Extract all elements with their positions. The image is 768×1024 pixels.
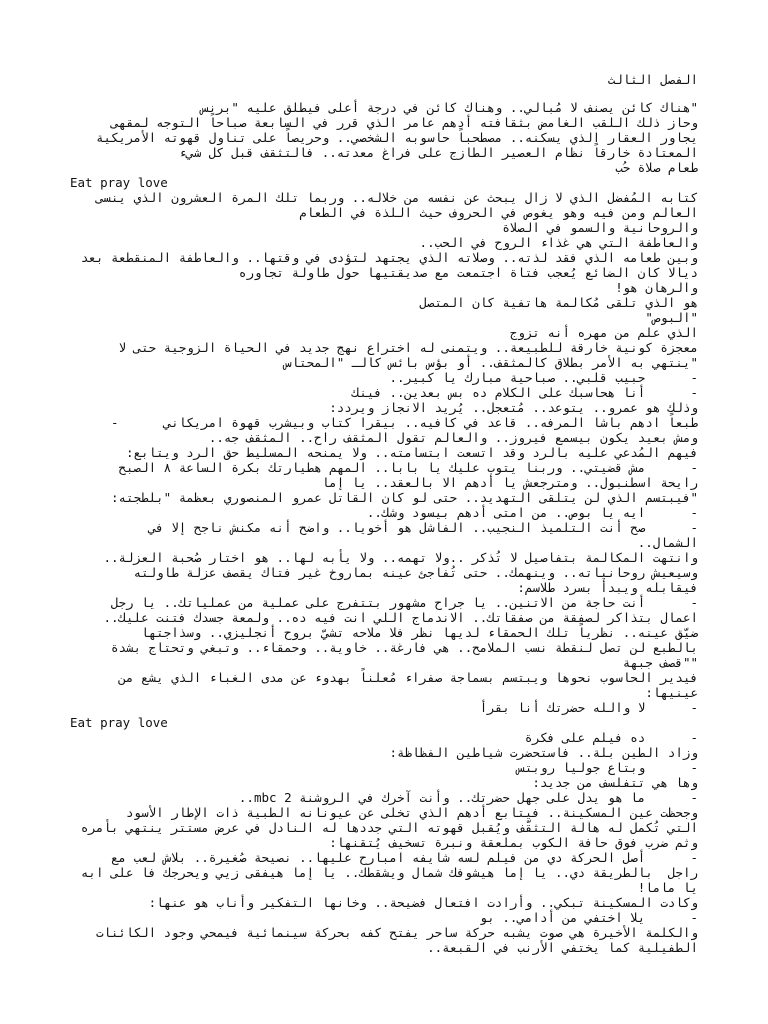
text-line: رايحة اسطنبول.. ومترجعش يا أدهم الا بالعقد.. يا إما (321, 475, 698, 490)
dialogue-line: - ده فيلم على فكرة (524, 730, 698, 745)
dialogue-line: - صح أنت التلميذ النجيب.. الفاشل هو أخويا.. واضح أنه مكنش ناجح إلا في (148, 520, 698, 535)
dialogue-line: - ايه يا بوص.. من امتى أدهم بيسود وشك.. (366, 505, 698, 520)
text-line: فيدير الحاسوب نحوها ويبتسم بسماجة صفراء مُعلناً بهدوء عن مدى الغباء الذي يشع من (118, 670, 698, 685)
text-line: "البوص" (645, 310, 698, 325)
dialogue-line: - لا والله حضرتك أنا بقرأ (479, 700, 698, 715)
dialogue-line: - ما هو يدل على جهل حضرتك.. وأنت آخرك في الروشنة mbc 2.. (238, 790, 698, 805)
text-line: وانتهت المكالمة بتفاصيل لا تُذكر ..ولا تهمه.. ولا يأبه لها.. هو اختار صُحبة العزلة.. (103, 550, 698, 565)
text-line: المعتادة خارقاً نظام العصير الطازج على فراغ معدته.. فالتثقف قبل كل شيء (178, 145, 698, 160)
text-line: وحاز ذلك اللقب الغامض بثقافته أدهم عامر الذي قرر في السابعة صباحاً التوجه لمقهى (111, 115, 698, 130)
text-line: عينيها: (645, 685, 698, 700)
text-line: الطفيلية كما يختفي الأرنب في القبعة.. (427, 940, 698, 955)
text-line: راجل بالطريقة دي.. يا إما هيشوفك شمال ويشقطك.. يا إما هيفقى زيي ويحرجك فا على ابه (80, 865, 698, 880)
dialogue-line: - أصل الحركة دي من فيلم لسه شايفه امبارح عليها.. نصيحة صُغيرة.. بلاش لعب مع (111, 850, 698, 865)
dialogue-line: - أنا هحاسبك على الكلام ده بس بعدين.. فينك (351, 385, 698, 400)
text-line: "فيبتسم الذي لن يتلقى التهديد.. حتى لو كان القاتل عمرو المنصوري بعظمة "بلطجته: (111, 490, 698, 505)
chapter-title: الفصل الثالث (607, 72, 698, 87)
text-line: كتابه المُفضل الذي لا زال يبحث عن نفسه من خلاله.. وربما تلك المرة العشرون الذي ينسى (95, 190, 698, 205)
dialogue-line: - حبيب قلبي.. صباحية مبارك يا كبير.. (389, 370, 698, 385)
text-line: التي تُكمل له هالة التثقّف ويُقبل قهوته التي جددها له النادل في عرض مستتر ينتهي بأمره (80, 820, 698, 835)
text-line: وذلك هو عمرو.. يتوعد.. مُتعجل.. يُريد الانجاز ويردد: (329, 400, 698, 415)
dialogue-line: - وبتاع جوليا روبتس (517, 760, 698, 775)
text-line: وسيعيش روحانياته.. وينهمك.. حتى تُفاجئ عينه بماروخ غير فتاك يقصف عزلة طاولته (133, 565, 698, 580)
text-line: ديالا كان الضائع يُعجب فتاة اجتمعت مع صديقتيها حول طاولة تجاوره (238, 265, 698, 280)
text-line: وها هي تتفلسف من جديد: (532, 775, 698, 790)
dialogue-line: - مش قضيتي.. وربنا يتوب عليك يا بابا.. المهم هطيارتك بكرة الساعة ٨ الصبح (118, 460, 698, 475)
text-line: ""قصف جبهة (622, 655, 698, 670)
text-line: بالطبع لن تصل لنقطة نسب الملامح.. هي فارغة.. خاوية.. وحمقاء.. وتبغي وتحتاج بشدة (111, 640, 698, 655)
text-line: Eat pray love (70, 715, 168, 730)
text-line: طعام صلاة حُب (615, 160, 698, 175)
text-line: العالم ومن فيه وهو يغوص في الحروف حيث اللذة في الطعام (299, 205, 698, 220)
text-line: وبين طعامه الذي فقد لذته.. وصلاته الذي يجتهد لتؤدى في وقتها.. والعاطفة المنقطعة بعد (80, 250, 698, 265)
text-line: والعاطفة التي هي غذاء الروح في الحب.. (419, 235, 698, 250)
text-line: اعمال بتذاكر لصفقة من صفقاتك.. الاندماج اللي انت فيه ده.. ولمعة جسدك فتنت عليك.. (103, 610, 698, 625)
text-line: وجحظت عين المسكينة.. فيتابع أدهم الذي تخلى عن عيونانه الطبية ذات الإطار الأسود (126, 805, 698, 820)
dialogue-line: - يلا اختفي من أدامي.. بو (479, 910, 698, 925)
text-line: وثم ضرب فوق حافة الكوب بملعقة ونبرة تسخيف يُتقنها: (329, 835, 698, 850)
text-line: هو الذي تلقى مُكالمة هاتفية كان المتصل (419, 295, 698, 310)
text-line: ومش بعيد يكون بيسمع فيروز.. والعالم تقول المثقف راح.. المثقف جه.. (208, 430, 698, 445)
text-line: يجاور العقار الذي يسكنه.. مصطحباً حاسوبه الشخصي.. وحريصاً على تناول قهوته الأمريكية (95, 130, 698, 145)
text-line: يا ماما! (637, 880, 698, 895)
text-line: وزاد الطين بلة.. فاستحضرت شياطين الفظاظة: (389, 745, 698, 760)
text-line: ضيّق عينه.. نظرياً تلك الحمقاء لديها نظر فلا ملاحه تشيّ بروح أنجليزي.. وسذاجتها (141, 625, 698, 640)
text-line: والرهان هو! (615, 280, 698, 295)
text-line: "هناك كائن يصنف لا مُبالي.. وهناك كائن في درجة أعلى فيطلق عليه "برنس (201, 100, 698, 115)
text-line: "ينتهي به الأمر بطلاق كالمثقف.. أو بؤس بائس كالـ "المحتاس (284, 355, 698, 370)
text-line: الشمال.. (637, 535, 698, 550)
text-line: Eat pray love (70, 175, 168, 190)
text-line: فيقابله ويبدأ بسرد طلاسم: (517, 580, 698, 595)
text-line: فيهم المُدعي عليه بالرد وقد اتسعت ابتسامته.. ولا يمنحه المسليط حق الرد ويتابع: (126, 445, 698, 460)
text-line: معجزة كونية خارقة للطبيعة.. ويتمنى له اختراع نهج جديد في الحياة الزوجية حتى لا (118, 340, 698, 355)
text-line: والكلمة الأخيرة هي صوت يشبه حركة ساحر يفتح كفه بحركة سينمائية فيمحي وجود الكائنات (95, 925, 698, 940)
text-line: والروحانية والسمو في الصلاة (502, 220, 698, 235)
text-line: وكادت المسكينة تبكي.. وأرادت افتعال فضيحة.. وخانها التفكير وأناب هو عنها: (148, 895, 698, 910)
text-line: الذي علم من مهره أنه تزوج (509, 325, 698, 340)
dialogue-line: - أنت حاجة من الاتنين.. يا جراح مشهور بتتفرج على عملية من عملياتك.. يا رجل (111, 595, 698, 610)
dialogue-line: طبعاً ادهم باشا المرفه.. قاعد في كافيه.. بيقرا كتاب وبيشرب قهوة امريكاني - (111, 415, 698, 430)
